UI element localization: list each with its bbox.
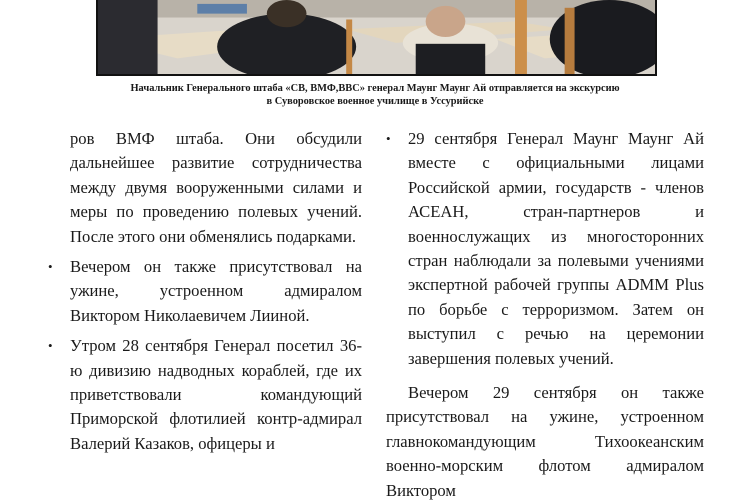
caption-line-2: в Суворовское военное училище в Уссурийске <box>266 96 484 107</box>
bullet-marker: • <box>386 131 391 146</box>
photo-caption <box>40 82 710 108</box>
list-item <box>386 127 704 371</box>
bullet-marker: • <box>48 259 53 275</box>
left-column <box>48 127 362 456</box>
body-paragraph: Вечером 29 сентября он также присутствовал на ужине, устроенном главнокомандующим Тихоокеанским военно-морским флотом адмиралом Виктором <box>386 383 704 500</box>
list-item-text: Утром 28 сентября Генерал посетил 36-ю дивизию надводных кораблей, где их приветствовали командующий Приморской флотилией контр-адмирал Валерий Казаков, офицеры и <box>70 336 362 453</box>
bullet-marker: • <box>48 338 53 354</box>
continued-paragraph: ров ВМФ штаба. Они обсудили дальнейшее развитие сотрудничества между двумя вооруженными силами и меры по проведению полевых учений. После этого они обменялись подарками. <box>70 129 362 246</box>
list-item-text: Вечером он также присутствовал на ужине, устроенном адмиралом Виктором Николаевичем Лииной. <box>70 257 362 325</box>
caption-line-1: Начальник Генерального штаба «СВ, ВМФ,ВВС» генерал Маунг Маунг Ай отправляется на экскурсию <box>130 83 620 94</box>
classroom-photo-illustration <box>98 0 655 74</box>
list-item-text: 29 сентября Генерал Маунг Маунг Ай вместе с официальными лицами Российской армии, государств - членов АСЕАН, стран-партнеров и военнослужащих из многосторонних стран наблюдали за полевыми учениями экспертной рабочей группы ADMM Plus по борьбе с терроризмом. Затем он выступил с речью на церемонии завершения полевых учений. <box>408 129 704 368</box>
right-column <box>386 127 704 503</box>
list-item <box>48 255 362 328</box>
list-item <box>48 334 362 456</box>
classroom-photo <box>96 0 657 76</box>
